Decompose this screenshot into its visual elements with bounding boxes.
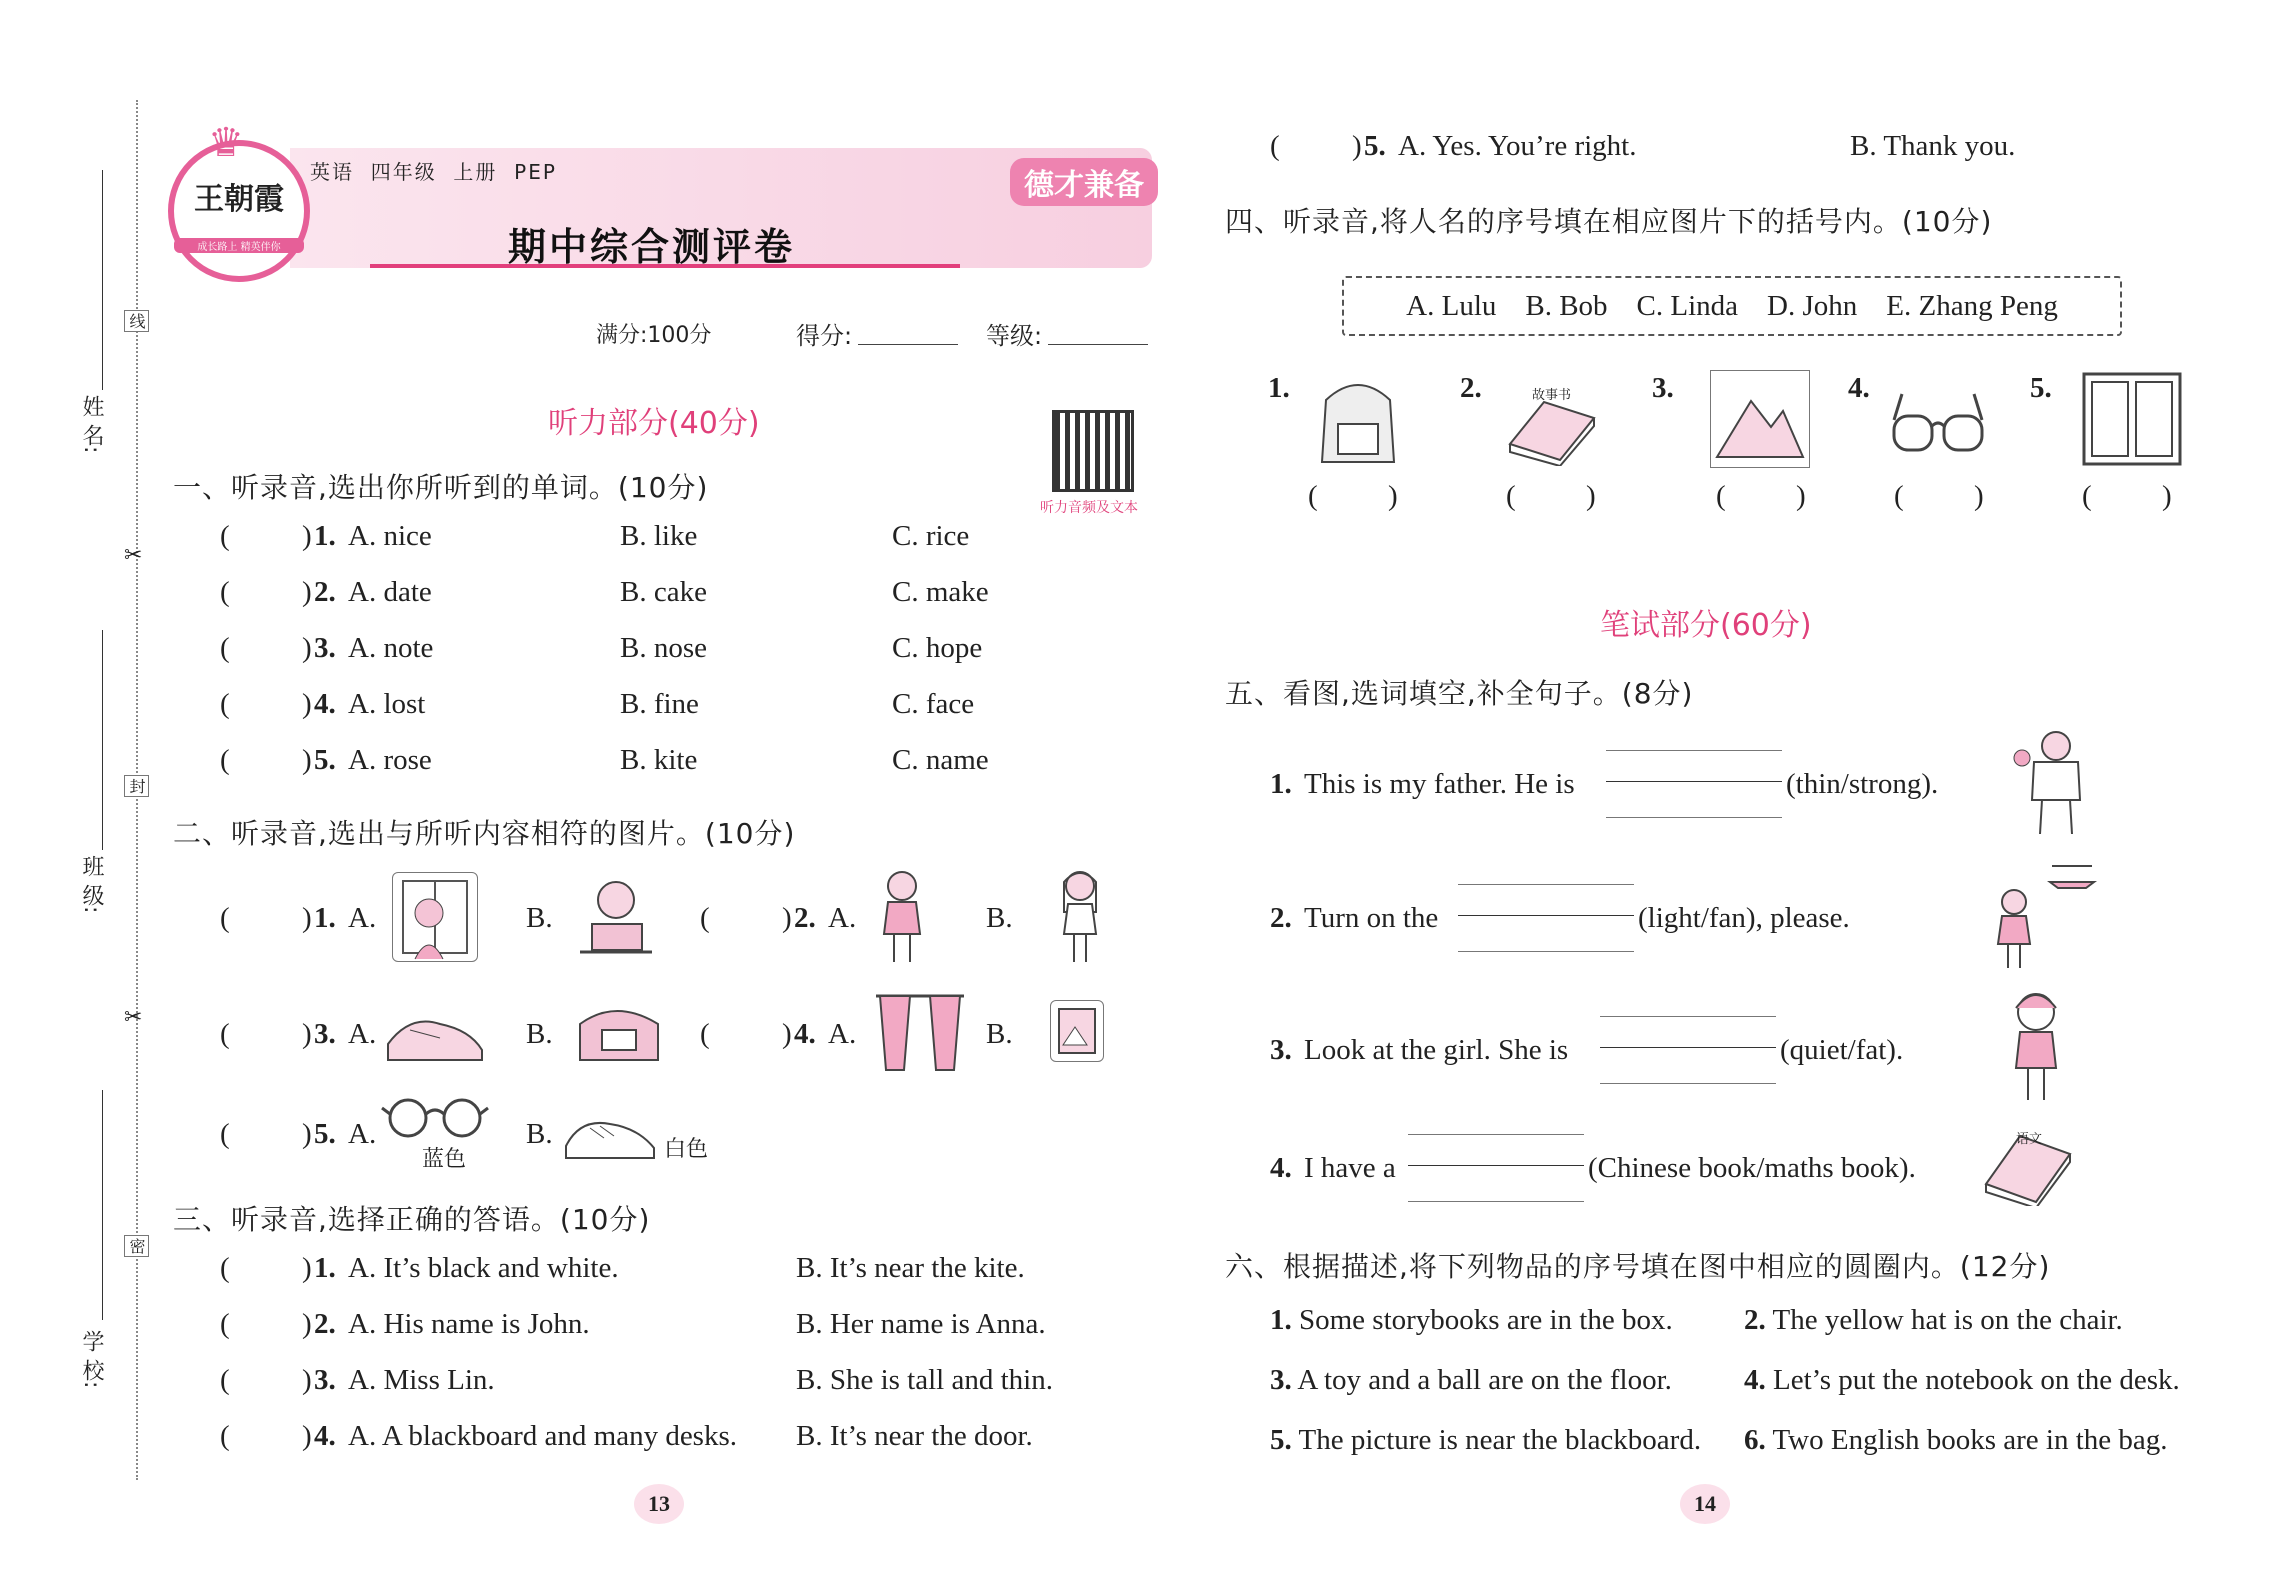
glasses-icon [1888,390,1988,460]
part6-item-1: 1. Some storybooks are in the box. [1270,1304,1673,1336]
girl-standing-picture[interactable] [872,868,932,968]
item-number: 2. [794,902,816,934]
item-number: 3. [314,1018,336,1050]
item-number: 1. [314,1252,336,1284]
listening-section-title: 听力部分(40分) [548,406,760,441]
subject-line: 英语 四年级 上册 PEP [310,160,557,184]
backpack-picture [1308,370,1408,470]
answer-paren[interactable]: ( [700,1018,710,1050]
sentence-start: Turn on the [1304,902,1439,934]
title-underline [370,264,960,268]
answer-paren[interactable]: ( [1894,480,1904,512]
curtains-picture[interactable] [870,990,970,1074]
line-marker: 线 [124,310,149,332]
answer-paren[interactable]: ( [1506,480,1516,512]
item-number: 4. [1270,1152,1292,1184]
part4-picture-4: 4. ( ) [1848,370,2008,520]
option-b: B. [986,1018,1013,1050]
school-blank[interactable] [102,1090,103,1320]
part1-row-4: ( ) 4. A. lost B. fine C. face [220,688,975,720]
option-a: A. [828,1018,857,1050]
answer-lines[interactable] [1408,1134,1584,1202]
option-a: A. lost [348,688,426,720]
scissors-icon: ✂ [124,543,143,568]
bag-picture[interactable] [566,994,672,1070]
item-number: 4. [794,1018,816,1050]
option-a: A. note [348,632,434,664]
sneakers-picture[interactable] [560,1098,660,1170]
motto: 德才兼备 [1010,158,1158,206]
storybook-label: 故事书 [1532,388,1572,403]
color-label-blue: 蓝色 [422,1147,467,1172]
description-text: The picture is near the blackboard. [1298,1424,1702,1456]
logo-sub: 成长路上 精英伴你 [174,238,304,253]
logo-badge [168,120,310,282]
answer-paren[interactable]: ( [220,1118,230,1150]
item-number: 5. [314,744,336,776]
option-c: C. hope [892,632,983,664]
girl-long-hair-picture[interactable] [1050,868,1110,968]
scissors-icon: ✂ [124,1005,143,1030]
option-b: B. Her name is Anna. [796,1308,1046,1340]
sentence-end: (light/fan), please. [1638,902,1850,934]
score-label: 得分: [796,322,853,350]
answer-paren[interactable]: ( [220,688,230,720]
answer-paren[interactable]: ( [1270,130,1280,162]
grade-label: 等级: [986,322,1043,350]
glasses-icon[interactable] [380,1094,490,1138]
names-box: A. Lulu B. Bob C. Linda D. John E. Zhang Peng [1342,276,2122,336]
option-b: B. [526,902,553,934]
part2-item-2: ( ) 2. A. B. [700,872,1160,972]
part2-item-5: ( ) 5. A. 蓝色 B. 白色 [220,1092,740,1182]
qr-code[interactable] [1052,410,1134,492]
option-a: A. It’s black and white. [348,1252,619,1284]
description-text: Some storybooks are in the box. [1299,1304,1673,1336]
part3-row-1: ( ) 1. A. It’s black and white. B. It’s near the kite. [220,1252,1025,1284]
option-a: A. [348,902,377,934]
secret-marker: 密 [124,1235,149,1257]
option-b: B. [526,1118,553,1150]
answer-paren[interactable]: ( [2082,480,2092,512]
option-b: B. kite [620,744,698,776]
framed-picture[interactable] [1050,1000,1104,1062]
option-a: A. A blackboard and many desks. [348,1420,738,1452]
option-a: A. date [348,576,432,608]
sentence-start: I have a [1304,1152,1396,1184]
part1-row-2: ( ) 2. A. date B. cake C. make [220,576,989,608]
part6-item-2: 2. The yellow hat is on the chair. [1744,1304,2123,1336]
answer-paren[interactable]: ( [1716,480,1726,512]
father-picture [2006,728,2106,838]
item-number: 2. [1270,902,1292,934]
part3-row-4: ( ) 4. A. A blackboard and many desks. B. It’s near the door. [220,1420,1033,1452]
grade-blank[interactable] [1048,344,1148,345]
option-b: B. It’s near the door. [796,1420,1033,1452]
option-a: A. Yes. You’re right. [1398,130,1637,162]
score-blank[interactable] [858,344,958,345]
item-number: 4. [314,1420,336,1452]
color-label-white: 白色 [664,1137,709,1162]
option-c: C. rice [892,520,970,552]
chinese-book-picture [1976,1118,2076,1206]
girl-at-window-picture[interactable] [392,872,478,962]
description-text: The yellow hat is on the chair. [1772,1304,2123,1336]
description-text: Let’s put the notebook on the desk. [1773,1364,2180,1396]
sentence-end: (quiet/fat). [1780,1034,1904,1066]
girl-at-desk-picture[interactable] [570,874,660,960]
option-a: A. [828,902,857,934]
answer-paren[interactable]: ( [220,632,230,664]
girl-and-fan-picture [1980,862,2100,972]
item-number: 3. [314,1364,336,1396]
chinese-book-label: 语文 [2016,1132,2043,1147]
logo-text: 王朝霞 [194,182,284,217]
answer-lines[interactable] [1458,884,1634,952]
part4-picture-1: 1. ( ) [1268,370,1428,520]
part6-item-3: 3. A toy and a ball are on the floor. [1270,1364,1672,1396]
option-a: A. [348,1018,377,1050]
item-number: 2. [314,576,336,608]
answer-paren[interactable]: ( [220,1308,230,1340]
item-number: 1. [314,520,336,552]
sentence-end: (Chinese book/maths book). [1588,1152,1916,1184]
answer-paren[interactable]: ( [700,902,710,934]
part5-item-1 [1270,730,2110,830]
name-label: 姓 名: [79,395,104,454]
option-b: B. [986,902,1013,934]
answer-paren[interactable]: ( [220,1018,230,1050]
answer-paren[interactable]: ( [220,1420,230,1452]
writing-section-title: 笔试部分(60分) [1600,608,1812,643]
part3-row-5: ( ) 5. A. Yes. You’re right. B. Thank you. [1270,130,2016,162]
option-b: B. She is tall and thin. [796,1364,1053,1396]
part4-picture-3: 3. ( ) [1652,370,1812,520]
class-blank[interactable] [102,630,103,850]
option-c: C. face [892,688,975,720]
part4-title: 四、听录音,将人名的序号填在相应图片下的括号内。(10分) [1225,205,1993,238]
option-b: B. cake [620,576,707,608]
part5-item-3 [1270,996,2110,1096]
option-a: A. His name is John. [348,1308,590,1340]
part2-title: 二、听录音,选出与所听内容相符的图片。(10分) [173,817,796,850]
answer-paren[interactable]: ( [1308,480,1318,512]
item-number: 1. [1270,768,1292,800]
part6-item-4: 4. Let’s put the notebook on the desk. [1744,1364,2180,1396]
item-number: 5. [1364,130,1386,162]
item-number: 3. [1270,1034,1292,1066]
part4-picture-5: 5. ( ) [2030,370,2200,520]
sentence-end: (thin/strong). [1786,768,1939,800]
answer-paren[interactable]: ( [220,1252,230,1284]
answer-paren[interactable]: ( [220,1364,230,1396]
part3-title: 三、听录音,选择正确的答语。(10分) [173,1203,651,1236]
part1-row-1: ( ) 1. A. nice B. like C. rice [220,520,970,552]
full-score: 满分:100分 [596,323,712,348]
option-b: B. fine [620,688,699,720]
girl-picture [1996,990,2076,1106]
item-number: 2. [314,1308,336,1340]
part4-picture-2: 2. 故事书 ( ) [1460,370,1620,520]
part6-title: 六、根据描述,将下列物品的序号填在图中相应的圆圈内。(12分) [1225,1250,2051,1283]
option-a: A. nice [348,520,432,552]
qr-caption: 听力音频及文本 [1040,500,1138,516]
page-number-right: 14 [1680,1484,1730,1524]
part2-item-1: ( ) 1. A. B. [220,872,700,972]
name-blank[interactable] [102,170,103,390]
storybook-picture [1500,374,1600,466]
page-number-left: 13 [634,1484,684,1524]
item-number: 1. [314,902,336,934]
landscape-picture [1710,370,1810,468]
exam-title: 期中综合测评卷 [508,225,796,269]
sentence-start: Look at the girl. She is [1304,1034,1569,1066]
shoes-picture[interactable] [380,994,490,1070]
answer-paren[interactable]: ( [220,902,230,934]
option-b: B. It’s near the kite. [796,1252,1025,1284]
school-label: 学 校: [79,1330,104,1389]
item-number: 4. [314,688,336,720]
part1-row-3: ( ) 3. A. note B. nose C. hope [220,632,983,664]
option-a: A. Miss Lin. [348,1364,495,1396]
option-a: A. [348,1118,377,1150]
option-b: B. Thank you. [1850,130,2016,162]
part2-item-3: ( ) 3. A. B. [220,990,700,1080]
part2-item-4: ( ) 4. A. B. [700,990,1160,1080]
option-a: A. rose [348,744,432,776]
part5-title: 五、看图,选词填空,补全句子。(8分) [1225,677,1694,710]
window-picture [2080,370,2184,468]
answer-paren[interactable]: ( [220,520,230,552]
answer-paren[interactable]: ( [220,744,230,776]
crown-icon: ♛ [208,120,244,166]
part6-item-5: 5. The picture is near the blackboard. [1270,1424,1702,1456]
part3-row-2: ( ) 2. A. His name is John. B. Her name is Anna. [220,1308,1046,1340]
answer-lines[interactable] [1606,750,1782,818]
item-number: 3. [314,632,336,664]
answer-paren[interactable]: ( [220,576,230,608]
answer-lines[interactable] [1600,1016,1776,1084]
description-text: A toy and a ball are on the floor. [1297,1364,1672,1396]
part1-row-5: ( ) 5. A. rose B. kite C. name [220,744,989,776]
part3-row-3: ( ) 3. A. Miss Lin. B. She is tall and thin. [220,1364,1053,1396]
option-b: B. nose [620,632,707,664]
option-b: B. like [620,520,698,552]
option-c: C. name [892,744,989,776]
seal-marker: 封 [124,775,149,797]
option-c: C. make [892,576,989,608]
part1-title: 一、听录音,选出你所听到的单词。(10分) [173,471,709,504]
description-text: Two English books are in the bag. [1772,1424,2168,1456]
sentence-start: This is my father. He is [1304,768,1575,800]
class-label: 班 级: [79,855,104,914]
item-number: 5. [314,1118,336,1150]
option-b: B. [526,1018,553,1050]
part6-item-6: 6. Two English books are in the bag. [1744,1424,2168,1456]
